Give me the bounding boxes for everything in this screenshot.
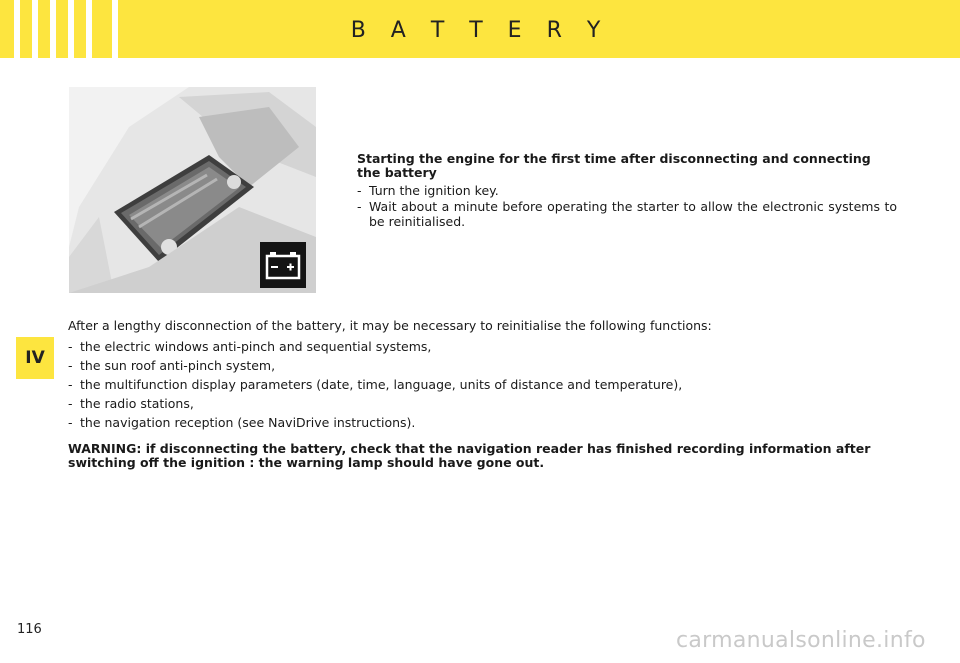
- chapter-tab: IV: [16, 337, 54, 379]
- function-text: the electric windows anti-pinch and sequential systems,: [80, 339, 432, 354]
- intro-paragraph: After a lengthy disconnection of the battery, it may be necessary to reinitialise the following functions:: [68, 318, 712, 333]
- list-item: [357, 183, 897, 198]
- list-item: [68, 375, 908, 394]
- starting-heading: Starting the engine for the first time after disconnecting and connecting the battery: [357, 151, 871, 180]
- step-text: Turn the ignition key.: [369, 183, 499, 198]
- dash: -: [68, 415, 73, 430]
- function-list: [68, 337, 908, 432]
- dash: -: [68, 339, 73, 354]
- page-header: [0, 0, 960, 58]
- watermark: carmanualsonline.info: [676, 628, 926, 653]
- dash: -: [68, 396, 73, 411]
- list-item: [68, 413, 908, 432]
- starting-steps: [357, 183, 897, 230]
- dash: -: [357, 199, 362, 214]
- list-item: [68, 356, 908, 375]
- function-text: the radio stations,: [80, 396, 194, 411]
- warning-text: WARNING: if disconnecting the battery, check that the navigation reader has finished recording information after switching off the ignition : the warning lamp should have gone out.: [68, 441, 871, 470]
- dash: -: [357, 183, 362, 198]
- battery-photo: [69, 87, 316, 293]
- step-text: Wait about a minute before operating the starter to allow the electronic systems to be reinitialised.: [369, 199, 897, 229]
- page-title: B A T T E R Y: [350, 18, 610, 43]
- function-text: the navigation reception (see NaviDrive instructions).: [80, 415, 416, 430]
- list-item: [357, 199, 897, 229]
- dash: -: [68, 358, 73, 373]
- page-number: 116: [17, 622, 42, 637]
- function-text: the sun roof anti-pinch system,: [80, 358, 276, 373]
- battery-icon: [260, 242, 306, 288]
- list-item: [68, 337, 908, 356]
- function-text: the multifunction display parameters (date, time, language, units of distance and temperature),: [80, 377, 683, 392]
- dash: -: [68, 377, 73, 392]
- list-item: [68, 394, 908, 413]
